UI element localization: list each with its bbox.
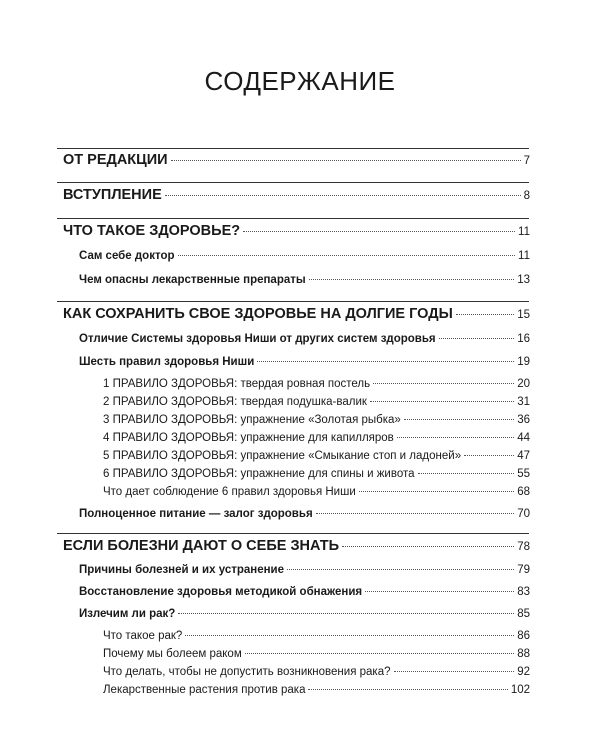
toc-entry-page: 15 [517, 309, 530, 321]
leader-dots [394, 671, 515, 672]
toc-entry-page: 70 [517, 508, 530, 520]
toc-entry-page: 55 [517, 468, 530, 480]
leader-dots [245, 653, 514, 654]
toc-entry-page: 102 [510, 684, 530, 696]
leader-dots [171, 160, 521, 161]
toc-entry-label: 1 ПРАВИЛО ЗДОРОВЬЯ: твердая ровная постель [103, 378, 371, 390]
toc-entry[interactable] [79, 356, 530, 368]
toc-entry-label: Чем опасны лекарственные препараты [79, 274, 306, 286]
toc-entry-page: 19 [517, 356, 530, 368]
leader-dots [342, 546, 514, 547]
toc-entry[interactable] [103, 378, 530, 390]
leader-dots [464, 455, 514, 456]
leader-dots [359, 491, 514, 492]
toc-entry-label: Почему мы болеем раком [103, 648, 242, 660]
toc-entry-label: Лекарственные растения против рака [103, 684, 306, 696]
toc-entry[interactable] [103, 630, 530, 642]
toc-entry[interactable] [63, 306, 530, 322]
toc-entry-page: 16 [517, 333, 530, 345]
toc-entry[interactable] [79, 333, 530, 345]
leader-dots [287, 569, 514, 570]
toc-entry[interactable] [103, 432, 530, 444]
leader-dots [243, 231, 515, 232]
leader-dots [308, 689, 507, 690]
toc-entry-page: 79 [517, 564, 530, 576]
toc-entry-label: ЧТО ТАКОЕ ЗДОРОВЬЕ? [63, 223, 241, 239]
toc-entry[interactable] [103, 414, 530, 426]
toc-entry-page: 68 [517, 486, 530, 498]
toc-entry[interactable] [79, 564, 530, 576]
leader-dots [418, 473, 515, 474]
toc-entry[interactable] [103, 450, 530, 462]
toc-entry-page: 44 [517, 432, 530, 444]
toc-entry[interactable] [103, 396, 530, 408]
toc-entry[interactable] [79, 250, 530, 262]
leader-dots [397, 437, 514, 438]
toc-entry-label: ВСТУПЛЕНИЕ [63, 187, 162, 203]
toc-entry-page: 20 [517, 378, 530, 390]
toc-entry-page: 92 [517, 666, 530, 678]
leader-dots [439, 338, 515, 339]
leader-dots [456, 314, 514, 315]
toc-entry-label: Что дает соблюдение 6 правил здоровья Ниши [103, 486, 356, 498]
toc-entry[interactable] [103, 684, 530, 696]
toc-entry-page: 13 [517, 274, 530, 286]
toc-entry[interactable] [79, 608, 530, 620]
toc-entry[interactable] [103, 648, 530, 660]
leader-dots [185, 635, 514, 636]
leader-dots [257, 361, 514, 362]
toc-entry-label: Что такое рак? [103, 630, 183, 642]
toc-entry[interactable] [79, 508, 530, 520]
toc-entry-label: ОТ РЕДАКЦИИ [63, 152, 168, 168]
toc-entry-label: Отличие Системы здоровья Ниши от других систем здоровья [79, 333, 436, 345]
toc-entry[interactable] [103, 468, 530, 480]
toc-entry-page: 36 [517, 414, 530, 426]
section-divider [57, 182, 529, 183]
toc-entry-page: 47 [517, 450, 530, 462]
toc-entry-page: 78 [517, 541, 530, 553]
toc-entry-page: 8 [523, 190, 530, 202]
toc-entry-label: Излечим ли рак? [79, 608, 176, 620]
toc-entry-page: 86 [517, 630, 530, 642]
toc-entry-label: Полноценное питание — залог здоровья [79, 508, 313, 520]
page-title: СОДЕРЖАНИЕ [204, 66, 396, 96]
toc-entry-label: Шесть правил здоровья Ниши [79, 356, 255, 368]
toc-entry-label: 4 ПРАВИЛО ЗДОРОВЬЯ: упражнение для капилляров [103, 432, 394, 444]
leader-dots [165, 195, 521, 196]
section-divider [57, 301, 529, 302]
leader-dots [370, 401, 514, 402]
leader-dots [316, 513, 515, 514]
section-divider [57, 218, 529, 219]
leader-dots [373, 383, 514, 384]
toc-entry-label: Причины болезней и их устранение [79, 564, 285, 576]
toc-entry-page: 85 [517, 608, 530, 620]
toc-entry-page: 11 [518, 250, 530, 262]
toc-entry-page: 88 [517, 648, 530, 660]
toc-entry-page: 83 [517, 586, 530, 598]
toc-entry[interactable] [103, 486, 530, 498]
toc-entry-page: 11 [518, 226, 530, 238]
toc-entry-label: Восстановление здоровья методикой обнажения [79, 586, 363, 598]
leader-dots [365, 591, 514, 592]
toc-entry-label: Сам себе доктор [79, 250, 175, 262]
toc-entry-label: 2 ПРАВИЛО ЗДОРОВЬЯ: твердая подушка-валик [103, 396, 367, 408]
toc-entry[interactable] [79, 586, 530, 598]
leader-dots [404, 419, 514, 420]
toc-entry[interactable] [63, 538, 530, 554]
toc-entry-label: ЕСЛИ БОЛЕЗНИ ДАЮТ О СЕБЕ ЗНАТЬ [63, 538, 340, 554]
toc-entry[interactable] [79, 274, 530, 286]
toc-entry-label: 6 ПРАВИЛО ЗДОРОВЬЯ: упражнение для спины и живота [103, 468, 415, 480]
toc-entry[interactable] [63, 223, 530, 239]
toc-entry-label: КАК СОХРАНИТЬ СВОЕ ЗДОРОВЬЕ НА ДОЛГИЕ ГОДЫ [63, 306, 453, 322]
toc-entry-label: 5 ПРАВИЛО ЗДОРОВЬЯ: упражнение «Смыкание стоп и ладоней» [103, 450, 462, 462]
section-divider [57, 148, 529, 149]
toc-entry[interactable] [63, 152, 530, 168]
section-divider [57, 533, 529, 534]
toc-entry-page: 7 [523, 155, 530, 167]
toc-entry-label: 3 ПРАВИЛО ЗДОРОВЬЯ: упражнение «Золотая рыбка» [103, 414, 401, 426]
toc-entry-label: Что делать, чтобы не допустить возникновения рака? [103, 666, 391, 678]
toc-entry[interactable] [103, 666, 530, 678]
leader-dots [309, 279, 514, 280]
toc-entry[interactable] [63, 187, 530, 203]
leader-dots [178, 255, 516, 256]
toc-entry-page: 31 [517, 396, 530, 408]
leader-dots [178, 613, 514, 614]
